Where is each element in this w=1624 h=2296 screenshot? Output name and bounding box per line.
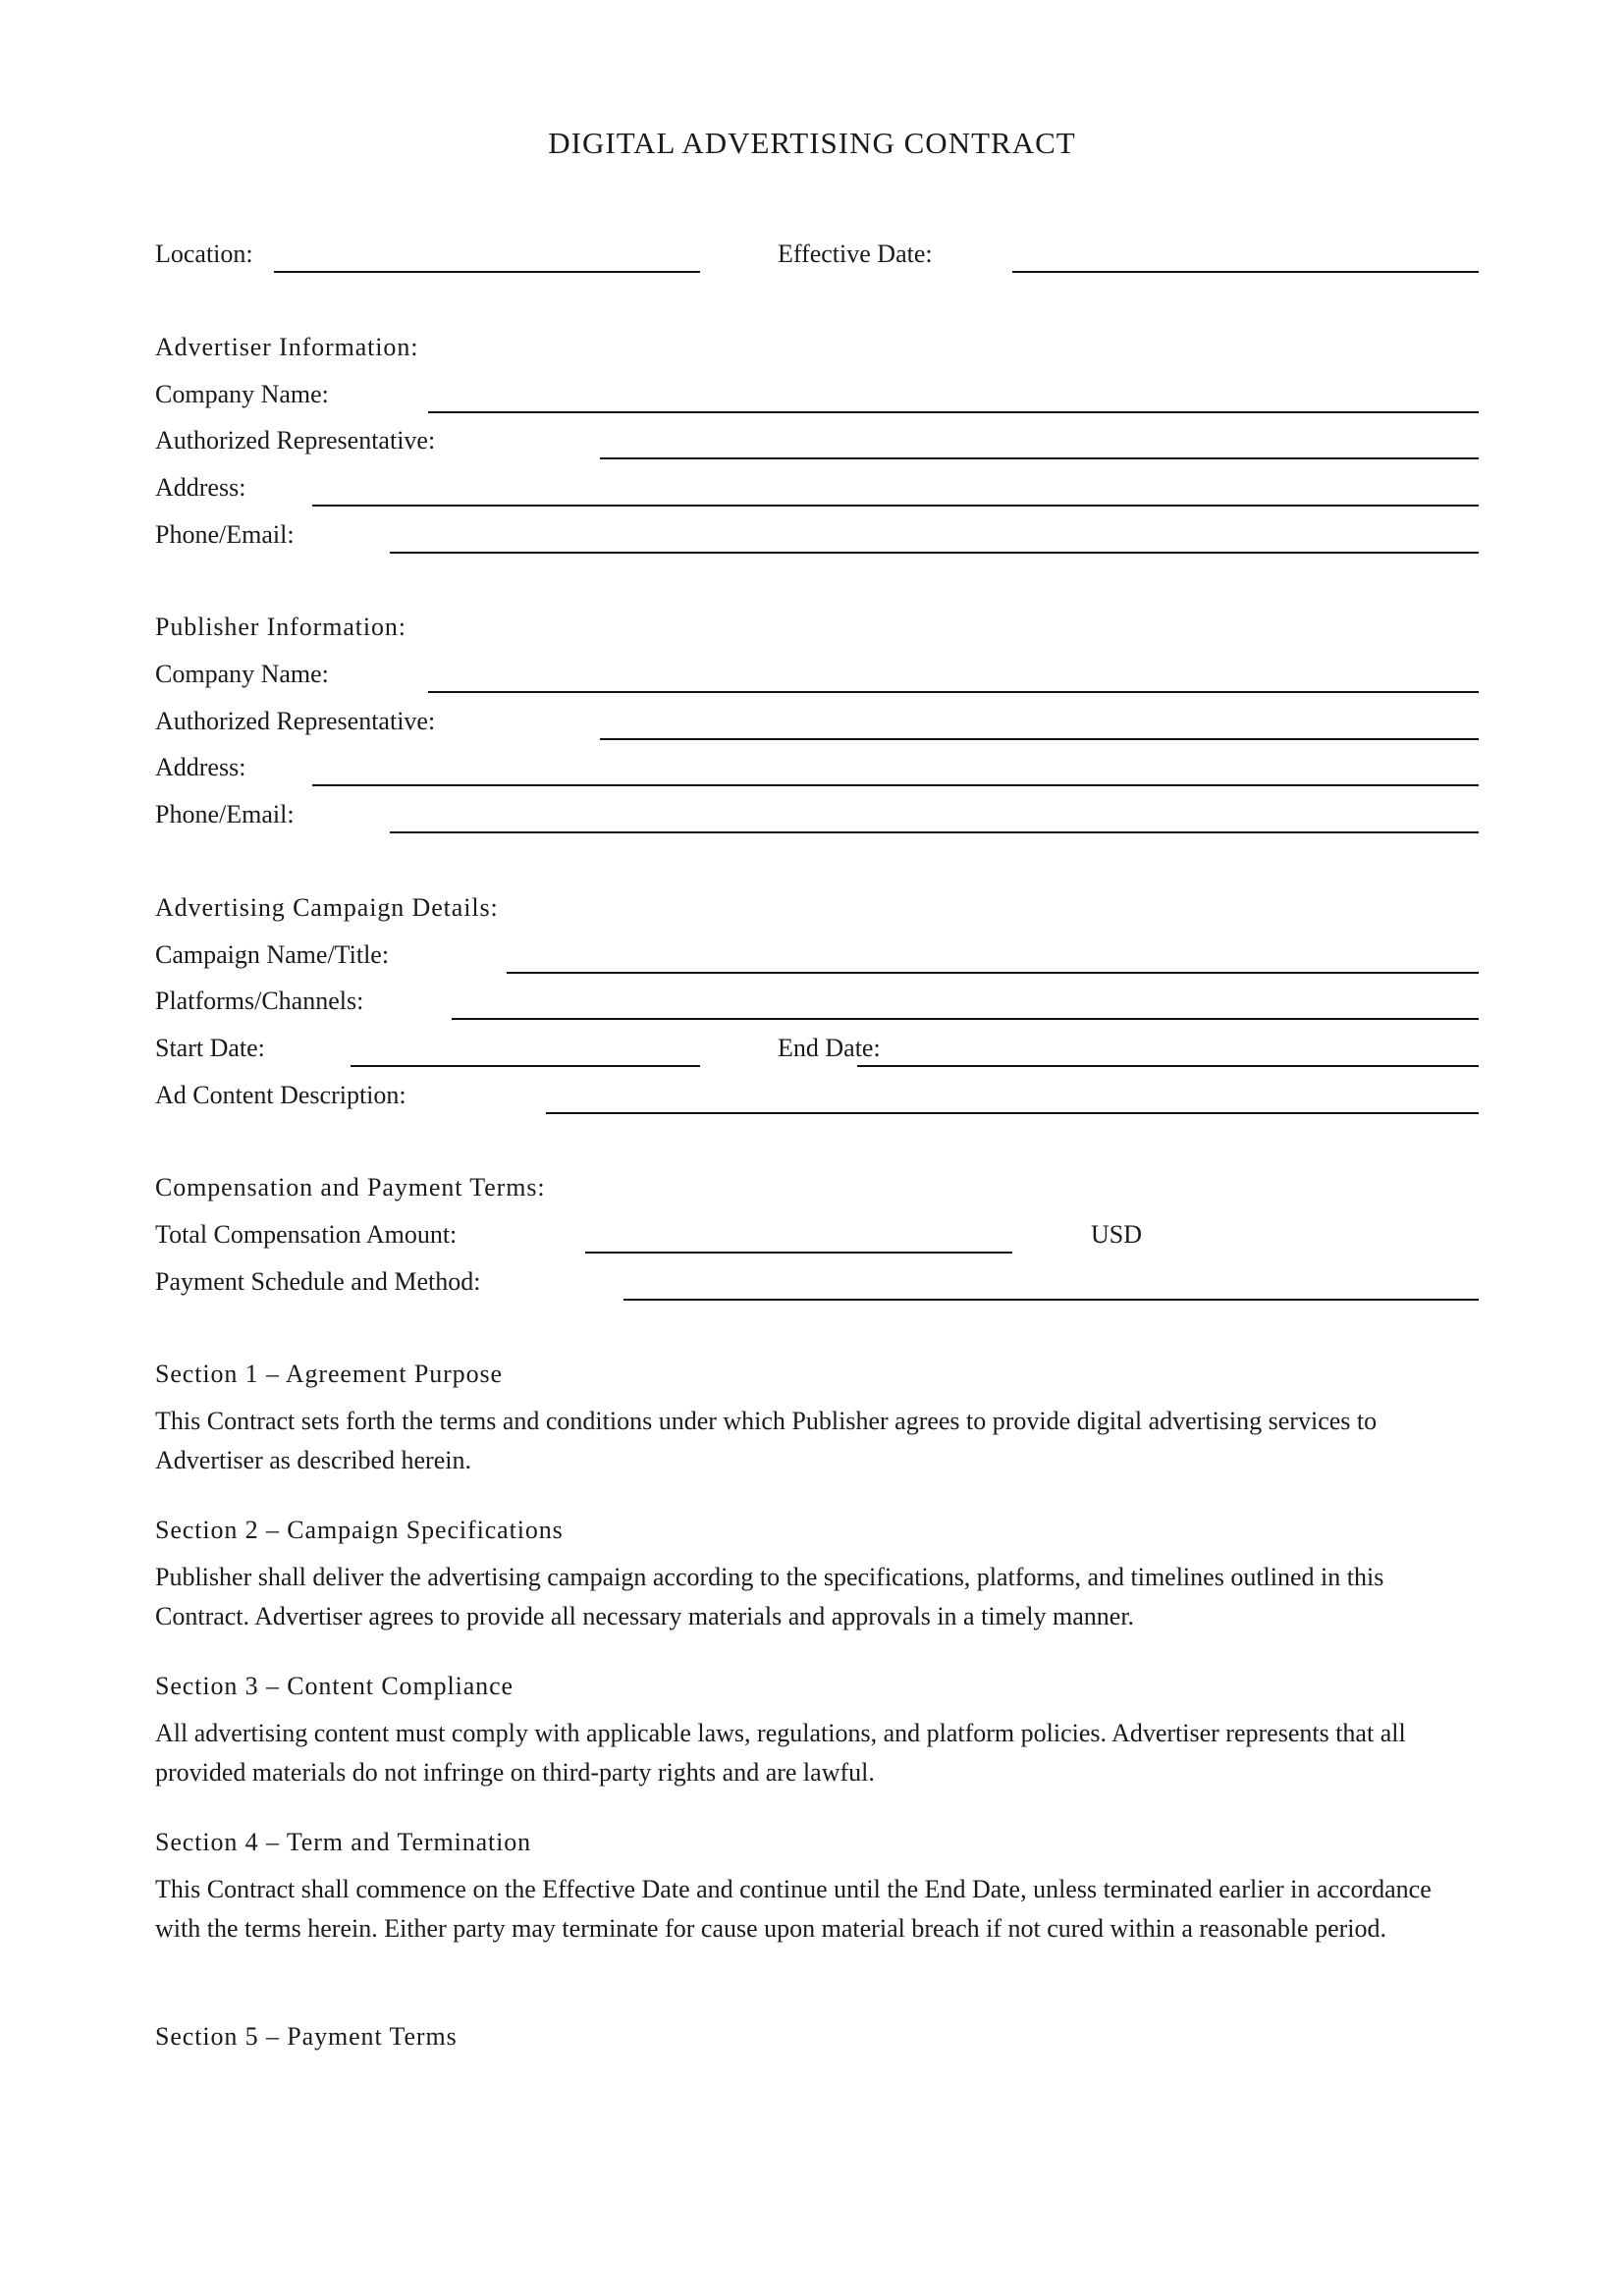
content-description-field[interactable] [546, 1112, 1479, 1114]
currency-label: USD [1091, 1220, 1143, 1249]
section-5-heading: Section 5 – Payment Terms [155, 2022, 458, 2051]
advertiser-address-field[interactable] [312, 505, 1479, 507]
publisher-representative-label: Authorized Representative: [155, 707, 436, 735]
total-amount-label: Total Compensation Amount: [155, 1220, 458, 1249]
payment-schedule-field[interactable] [623, 1299, 1479, 1301]
publisher-company-name-field[interactable] [428, 691, 1479, 693]
effective-date-field[interactable] [1012, 271, 1479, 273]
advertiser-representative-label: Authorized Representative: [155, 426, 436, 454]
platforms-field[interactable] [452, 1018, 1479, 1020]
effective-date-label: Effective Date: [778, 240, 933, 268]
location-field[interactable] [274, 271, 700, 273]
section-2-heading: Section 2 – Campaign Specifications [155, 1516, 564, 1544]
publisher-company-name-label: Company Name: [155, 660, 329, 688]
content-description-label: Ad Content Description: [155, 1081, 406, 1109]
section-2-body: Publisher shall deliver the advertising campaign according to the specifications, platforms, and timelines outlined in this Contract. Advertiser agrees to provide all necessary materials and approvals in a timely manner. [155, 1563, 1384, 1630]
start-date-label: Start Date: [155, 1034, 265, 1062]
advertiser-contact-field[interactable] [390, 552, 1479, 554]
section-3-heading: Section 3 – Content Compliance [155, 1672, 514, 1700]
campaign-name-field[interactable] [507, 972, 1479, 974]
publisher-representative-field[interactable] [600, 738, 1479, 740]
section-4-body: This Contract shall commence on the Effective Date and continue until the End Date, unless terminated earlier in accordance with the terms herein. Either party may terminate for cause upon material breach if not cured within a reasonable period. [155, 1875, 1432, 1943]
section-3-body: All advertising content must comply with applicable laws, regulations, and platform policies. Advertiser represents that all provided materials do not infringe on third-party rights and are lawful. [155, 1719, 1406, 1787]
campaign-heading: Advertising Campaign Details: [155, 893, 499, 922]
location-label: Location: [155, 240, 253, 268]
advertiser-heading: Advertiser Information: [155, 333, 419, 361]
section-1-body: This Contract sets forth the terms and conditions under which Publisher agrees to provide digital advertising services to Advertiser as described herein. [155, 1407, 1378, 1474]
advertiser-address-label: Address: [155, 473, 246, 502]
publisher-contact-label: Phone/Email: [155, 800, 295, 828]
publisher-heading: Publisher Information: [155, 613, 406, 641]
total-amount-field[interactable] [585, 1252, 1012, 1254]
campaign-name-label: Campaign Name/Title: [155, 940, 390, 969]
publisher-address-label: Address: [155, 753, 246, 781]
start-date-field[interactable] [351, 1065, 700, 1067]
platforms-label: Platforms/Channels: [155, 987, 364, 1015]
advertiser-representative-field[interactable] [600, 457, 1479, 459]
advertiser-company-name-label: Company Name: [155, 380, 329, 408]
advertiser-contact-label: Phone/Email: [155, 520, 295, 549]
document-title: DIGITAL ADVERTISING CONTRACT [548, 126, 1076, 160]
publisher-address-field[interactable] [312, 784, 1479, 786]
publisher-contact-field[interactable] [390, 831, 1479, 833]
end-date-label: End Date: [778, 1034, 881, 1062]
end-date-field[interactable] [857, 1065, 1479, 1067]
section-4-heading: Section 4 – Term and Termination [155, 1828, 532, 1856]
compensation-heading: Compensation and Payment Terms: [155, 1173, 546, 1201]
section-1-heading: Section 1 – Agreement Purpose [155, 1360, 503, 1388]
payment-schedule-label: Payment Schedule and Method: [155, 1267, 481, 1296]
advertiser-company-name-field[interactable] [428, 411, 1479, 413]
